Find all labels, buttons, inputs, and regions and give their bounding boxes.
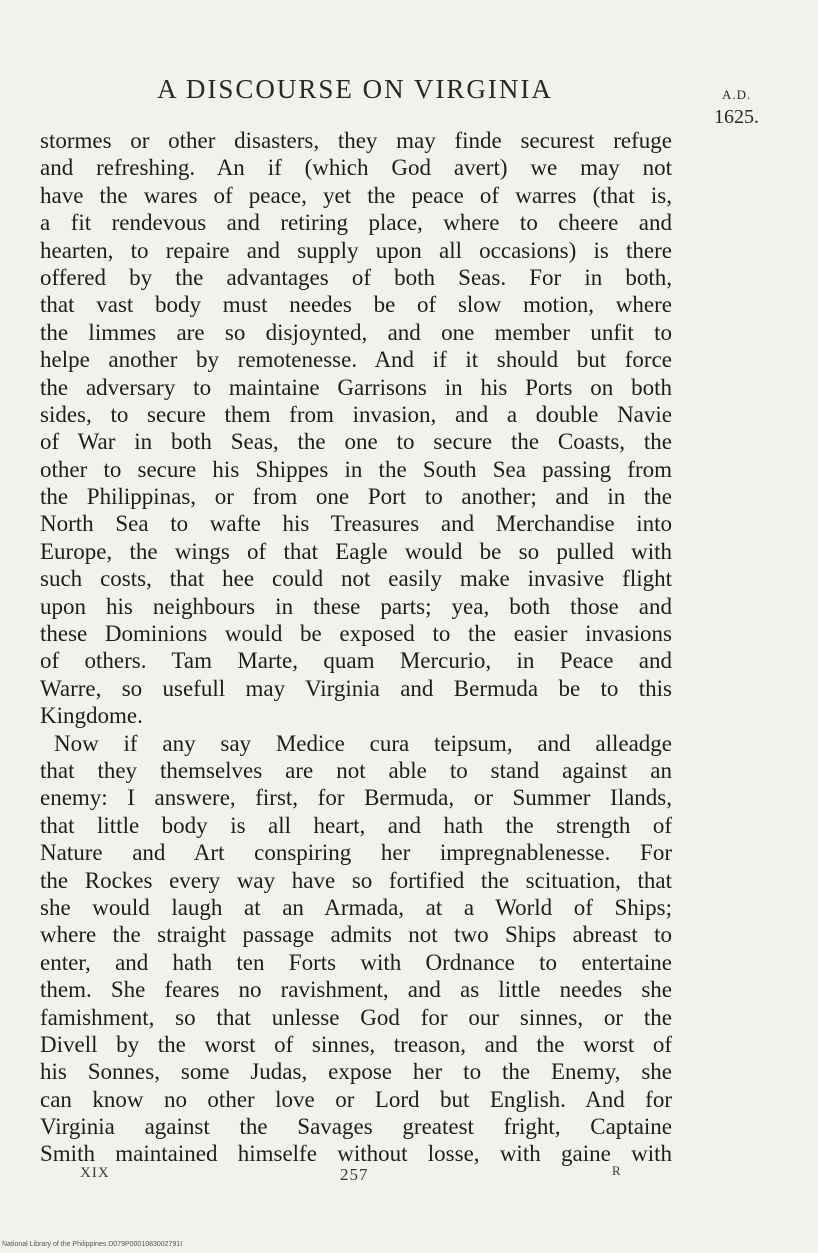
text-line: his Sonnes, some Judas, expose her to the Enemy, she [40,1059,672,1085]
margin-ad: A.D. [722,87,752,102]
text-line: the Philippinas, or from one Port to another; and in the [40,484,672,510]
page-number: 257 [340,1165,369,1184]
gathering-mark: R [612,1163,622,1178]
body-text [40,127,672,1168]
text-line: a fit rendevous and retiring place, where to cheere and [40,210,672,236]
page-footer [80,1165,640,1189]
text-line: these Dominions would be exposed to the easier invasions [40,621,672,647]
text-line: upon his neighbours in these parts; yea, both those and [40,593,672,619]
text-line: such costs, that hee could not easily make invasive flight [40,566,672,592]
text-line: can know no other love or Lord but English. And for [40,1086,672,1112]
text-line: Smith maintained himselfe without losse, with gaine with [40,1141,672,1167]
text-line: Europe, the wings of that Eagle would be so pulled with [40,538,672,564]
text-line: the Rockes every way have so fortified the scituation, that [40,867,672,893]
margin-year: 1625. [714,106,759,128]
text-line: hearten, to repaire and supply upon all occasions) is there [40,237,672,263]
text-line: enemy: I answere, first, for Bermuda, or Summer Ilands, [40,785,672,811]
text-line: of War in both Seas, the one to secure the Coasts, the [40,429,672,455]
text-line: she would laugh at an Armada, at a World of Ships; [40,894,672,920]
text-line: that vast body must needes be of slow motion, where [40,292,672,318]
text-line-paragraph-end: Kingdome. [40,703,143,729]
text-line: North Sea to wafte his Treasures and Merchandise into [40,511,672,537]
text-line: have the wares of peace, yet the peace of warres (that is, [40,182,672,208]
text-line: the limmes are so disjoynted, and one member unfit to [40,319,672,345]
text-line: that they themselves are not able to stand against an [40,757,672,783]
text-line: famishment, so that unlesse God for our sinnes, or the [40,1004,672,1030]
margin-date-note [704,84,794,128]
text-line: offered by the advantages of both Seas. For in both, [40,264,672,290]
text-line: stormes or other disasters, they may finde securest refuge [40,128,672,153]
text-line: enter, and hath ten Forts with Ordnance to entertaine [40,949,672,975]
text-line: where the straight passage admits not two Ships abreast to [40,922,672,948]
text-line: Virginia against the Savages greatest fright, Captaine [40,1114,672,1140]
signature-mark: XIX [80,1165,110,1181]
text-line: Divell by the worst of sinnes, treason, and the worst of [40,1031,672,1057]
scan-imprint: National Library of the Philippines D079P0001083002791I [2,1241,183,1248]
text-line: sides, to secure them from invasion, and a double Navie [40,401,672,427]
text-line: Warre, so usefull may Virginia and Bermuda be to this [40,675,672,701]
text-line: them. She feares no ravishment, and as little needes she [40,977,672,1003]
text-line: the adversary to maintaine Garrisons in his Ports on both [40,374,672,400]
text-line: helpe another by remotenesse. And if it should but force [40,347,672,373]
text-line: Nature and Art conspiring her impregnablenesse. For [40,840,672,866]
text-line: of others. Tam Marte, quam Mercurio, in Peace and [40,648,672,674]
running-title: A DISCOURSE ON VIRGINIA [157,74,553,104]
text-line: and refreshing. An if (which God avert) we may not [40,155,672,181]
text-line-paragraph-start: Now if any say Medice cura teipsum, and alleadge [54,730,672,756]
text-line: other to secure his Shippes in the South Sea passing from [40,456,672,482]
text-line: that little body is all heart, and hath the strength of [40,812,672,838]
